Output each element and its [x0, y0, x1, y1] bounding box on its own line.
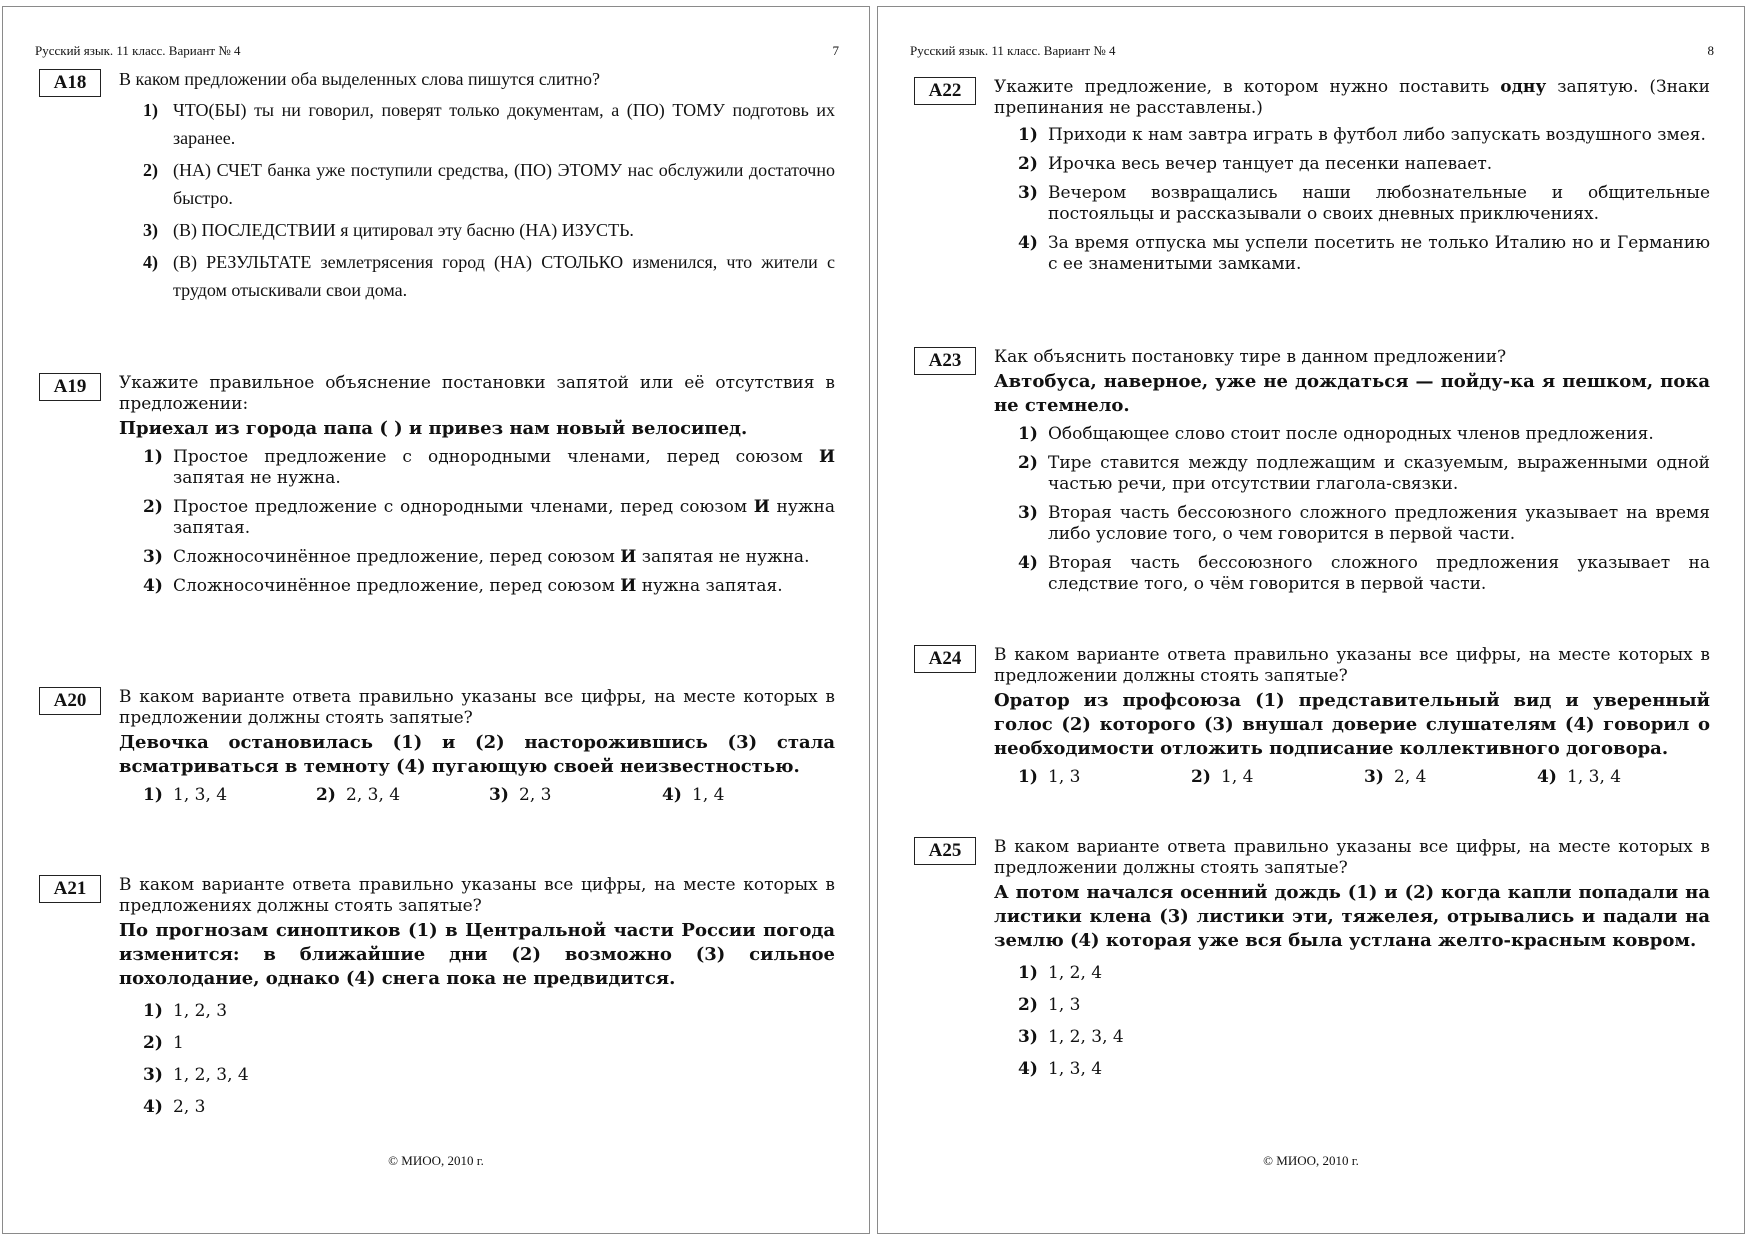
- question-prompt: Как объяснить постановку тире в данном предложении?: [994, 347, 1507, 367]
- option-text: запятая не нужна.: [636, 547, 810, 567]
- answer-options: [143, 447, 835, 597]
- option-number: 3): [143, 220, 158, 240]
- answer-option[interactable]: [143, 547, 835, 568]
- running-header: [35, 43, 839, 59]
- running-header: [910, 43, 1714, 59]
- option-text: Простое предложение с однородными членами, перед союзом: [173, 447, 819, 467]
- answer-option[interactable]: [1191, 767, 1364, 788]
- question-a22: [914, 77, 1710, 283]
- answer-option[interactable]: [316, 785, 489, 806]
- option-number: 4): [143, 252, 158, 272]
- option-text: Простое предложение с однородными членами, перед союзом: [173, 497, 754, 517]
- answer-option[interactable]: [143, 216, 835, 244]
- answer-option[interactable]: [1018, 1023, 1710, 1051]
- option-text: 2, 3: [519, 785, 552, 805]
- option-number: 4): [662, 785, 682, 805]
- page-8: [877, 6, 1745, 1234]
- option-text: 1, 4: [1221, 767, 1254, 787]
- question-sentence: Оратор из профсоюза (1) представительный вид и уверенный голос (2) которого (3) внушал доверие слушателям (4) говорил о необходимости отложить подписание коллективного договора.: [994, 690, 1710, 759]
- question-body: [119, 687, 835, 806]
- question-sentence: Автобуса, наверное, уже не дождаться — пойду-ка я пешком, пока не стемнело.: [994, 371, 1710, 416]
- option-number: 4): [1018, 553, 1038, 573]
- question-prompt: [994, 77, 1710, 119]
- prompt-text: Укажите предложение, в котором нужно поставить: [994, 77, 1501, 97]
- option-text: 1, 2, 3: [173, 1001, 228, 1021]
- question-label: А20: [39, 687, 101, 715]
- option-text: 1: [173, 1033, 184, 1053]
- answer-option[interactable]: [143, 156, 835, 212]
- answer-options: [1018, 959, 1710, 1083]
- question-label: А19: [39, 373, 101, 401]
- page-number: 7: [832, 43, 839, 58]
- question-body: [994, 837, 1710, 1083]
- question-sentence: Приехал из города папа ( ) и привез нам новый велосипед.: [119, 418, 748, 439]
- answer-option[interactable]: [143, 785, 316, 806]
- page-footer: © МИОО, 2010 г.: [388, 1153, 484, 1168]
- answer-options: [143, 96, 835, 304]
- prompt-text: запятую. (Знаки препинания не расставлены.): [994, 77, 1710, 118]
- answer-option[interactable]: [143, 248, 835, 304]
- option-number: 2): [316, 785, 336, 805]
- option-text: Сложносочинённое предложение, перед союзом: [173, 547, 621, 567]
- option-number: 1): [143, 100, 158, 120]
- option-text: 2, 4: [1394, 767, 1427, 787]
- answer-options: [1018, 125, 1710, 275]
- option-bold-word: И: [818, 447, 835, 467]
- option-text: Ирочка весь вечер танцует да песенки напевает.: [1048, 154, 1493, 174]
- page-number: 8: [1707, 43, 1714, 58]
- question-label: А24: [914, 645, 976, 673]
- option-number: 3): [143, 547, 163, 567]
- option-text: 1, 4: [692, 785, 725, 805]
- answer-option[interactable]: [1364, 767, 1537, 788]
- question-sentence: Девочка остановилась (1) и (2) насторожившись (3) стала всматриваться в темноту (4) пугающую своей неизвестностью.: [119, 732, 835, 777]
- option-number: 3): [1018, 183, 1038, 203]
- header-title: Русский язык. 11 класс. Вариант № 4: [910, 43, 1116, 58]
- option-text: 2, 3: [173, 1097, 206, 1117]
- option-number: 2): [143, 1033, 163, 1053]
- option-number: 1): [1018, 963, 1038, 983]
- option-bold-word: И: [753, 497, 770, 517]
- page-footer: © МИОО, 2010 г.: [1263, 1153, 1359, 1168]
- answer-option[interactable]: [143, 96, 835, 152]
- option-text: Вторая часть бессоюзного сложного предложения указывает на время либо условие того, о чем говорится в первой части.: [1048, 503, 1710, 544]
- answer-options: [143, 785, 835, 806]
- option-number: 3): [1018, 503, 1038, 523]
- option-number: 3): [1364, 767, 1384, 787]
- option-number: 1): [1018, 767, 1038, 787]
- question-a19: [39, 373, 835, 605]
- option-text: 1, 2, 3, 4: [1048, 1027, 1124, 1047]
- answer-option[interactable]: [143, 1093, 835, 1121]
- option-text: 1, 2, 4: [1048, 963, 1103, 983]
- option-number: 2): [1191, 767, 1211, 787]
- option-text: За время отпуска мы успели посетить не только Италию но и Германию с ее знаменитыми замками.: [1048, 233, 1710, 274]
- question-label: А22: [914, 77, 976, 105]
- option-number: 1): [143, 785, 163, 805]
- page-7: [2, 6, 870, 1234]
- prompt-bold-word: одну: [1500, 77, 1547, 97]
- option-text: 1, 3: [1048, 995, 1081, 1015]
- option-number: 4): [143, 1097, 163, 1117]
- option-text: 1, 3, 4: [1567, 767, 1622, 787]
- question-a25: [914, 837, 1710, 1087]
- question-body: [119, 69, 835, 304]
- question-body: [119, 373, 835, 597]
- option-text: 2, 3, 4: [346, 785, 401, 805]
- question-label: А21: [39, 875, 101, 903]
- option-text: (НА) СЧЕТ банка уже поступили средства, (ПО) ЭТОМУ нас обслужили достаточно быстро.: [173, 160, 835, 208]
- option-number: 3): [1018, 1027, 1038, 1047]
- answer-option[interactable]: [662, 785, 835, 806]
- answer-option[interactable]: [1018, 991, 1710, 1019]
- option-number: 4): [143, 576, 163, 596]
- question-a23: [914, 347, 1710, 603]
- answer-option[interactable]: [143, 997, 835, 1025]
- answer-option[interactable]: [1018, 959, 1710, 987]
- option-number: 4): [1537, 767, 1557, 787]
- question-label: А25: [914, 837, 976, 865]
- option-text: Приходи к нам завтра играть в футбол либо запускать воздушного змея.: [1048, 125, 1706, 145]
- header-title: Русский язык. 11 класс. Вариант № 4: [35, 43, 241, 58]
- option-text: Вторая часть бессоюзного сложного предложения указывает на следствие того, о чём говорится в первой части.: [1048, 553, 1710, 594]
- answer-option[interactable]: [143, 1061, 835, 1089]
- question-prompt: В каком варианте ответа правильно указаны все цифры, на месте которых в предложениях должны стоять запятые?: [119, 875, 835, 916]
- option-text: Сложносочинённое предложение, перед союзом: [173, 576, 621, 596]
- question-prompt: В каком варианте ответа правильно указаны все цифры, на месте которых в предложении должны стоять запятые?: [994, 837, 1710, 878]
- option-number: 2): [1018, 154, 1038, 174]
- question-a21: [39, 875, 835, 1125]
- question-label: А23: [914, 347, 976, 375]
- answer-option[interactable]: [1018, 503, 1710, 545]
- question-prompt: Укажите правильное объяснение постановки запятой или её отсутствия в предложении:: [119, 373, 835, 414]
- answer-option[interactable]: [143, 1029, 835, 1057]
- option-number: 1): [1018, 424, 1038, 444]
- option-text: Вечером возвращались наши любознательные и общительные постояльцы и рассказывали о своих дневных приключениях.: [1048, 183, 1710, 224]
- answer-option[interactable]: [1018, 233, 1710, 275]
- question-a20: [39, 687, 835, 806]
- question-a18: [39, 69, 835, 308]
- option-text: запятая не нужна.: [173, 468, 341, 488]
- answer-option[interactable]: [1018, 1055, 1710, 1083]
- answer-option[interactable]: [1018, 553, 1710, 595]
- option-number: 2): [143, 497, 163, 517]
- answer-option[interactable]: [1018, 183, 1710, 225]
- option-text: нужна запятая.: [173, 497, 835, 538]
- question-sentence: По прогнозам синоптиков (1) в Центральной части России погода изменится: в ближайшие дни (2) возможно (3) сильное похолодание, однако (4) снега пока не предвидится.: [119, 920, 835, 989]
- answer-options: [1018, 767, 1710, 788]
- option-text: Тире ставится между подлежащим и сказуемым, выраженными одной частью речи, при отсутствии глагола-связки.: [1048, 453, 1710, 494]
- answer-option[interactable]: [143, 447, 835, 489]
- question-body: [119, 875, 835, 1121]
- question-a24: [914, 645, 1710, 788]
- question-body: [994, 77, 1710, 275]
- option-text: 1, 3, 4: [1048, 1059, 1103, 1079]
- option-number: 1): [143, 447, 163, 467]
- answer-option[interactable]: [143, 576, 835, 597]
- option-number: 1): [1018, 125, 1038, 145]
- option-text: 1, 3, 4: [173, 785, 228, 805]
- answer-options: [1018, 424, 1710, 595]
- answer-option[interactable]: [1018, 154, 1710, 175]
- question-prompt: В каком варианте ответа правильно указаны все цифры, на месте которых в предложении должны стоять запятые?: [119, 687, 835, 728]
- option-text: ЧТО(БЫ) ты ни говорил, поверят только документам, а (ПО) ТОМУ подготовь их заранее.: [173, 100, 835, 148]
- question-sentence: А потом начался осенний дождь (1) и (2) когда капли попадали на листики клена (3) листики эти, тяжелея, отрывались и падали на землю (4) которая уже вся была устлана желто-красным ковром.: [994, 882, 1710, 951]
- question-prompt: В каком варианте ответа правильно указаны все цифры, на месте которых в предложении должны стоять запятые?: [994, 645, 1710, 686]
- option-text: (В) РЕЗУЛЬТАТЕ землетрясения город (НА) СТОЛЬКО изменился, что жители с трудом отыскивали свои дома.: [173, 252, 835, 300]
- question-body: [994, 347, 1710, 595]
- answer-option[interactable]: [1018, 424, 1710, 445]
- option-number: 2): [1018, 453, 1038, 473]
- option-text: 1, 2, 3, 4: [173, 1065, 249, 1085]
- answer-option[interactable]: [1018, 767, 1191, 788]
- option-bold-word: И: [620, 547, 637, 567]
- option-text: (В) ПОСЛЕДСТВИИ я цитировал эту басню (НА) ИЗУСТЬ.: [173, 220, 634, 240]
- option-text: 1, 3: [1048, 767, 1081, 787]
- option-number: 3): [489, 785, 509, 805]
- option-number: 3): [143, 1065, 163, 1085]
- answer-option[interactable]: [1018, 125, 1710, 146]
- answer-option[interactable]: [143, 497, 835, 539]
- option-number: 4): [1018, 1059, 1038, 1079]
- answer-option[interactable]: [489, 785, 662, 806]
- option-text: Обобщающее слово стоит после однородных членов предложения.: [1048, 424, 1654, 444]
- answer-options: [143, 997, 835, 1121]
- option-bold-word: И: [620, 576, 637, 596]
- option-number: 2): [1018, 995, 1038, 1015]
- answer-option[interactable]: [1537, 767, 1710, 788]
- option-number: 1): [143, 1001, 163, 1021]
- answer-option[interactable]: [1018, 453, 1710, 495]
- question-label: А18: [39, 69, 101, 97]
- option-number: 4): [1018, 233, 1038, 253]
- option-number: 2): [143, 160, 158, 180]
- question-body: [994, 645, 1710, 788]
- question-prompt: В каком предложении оба выделенных слова пишутся слитно?: [119, 69, 601, 89]
- option-text: нужна запятая.: [636, 576, 783, 596]
